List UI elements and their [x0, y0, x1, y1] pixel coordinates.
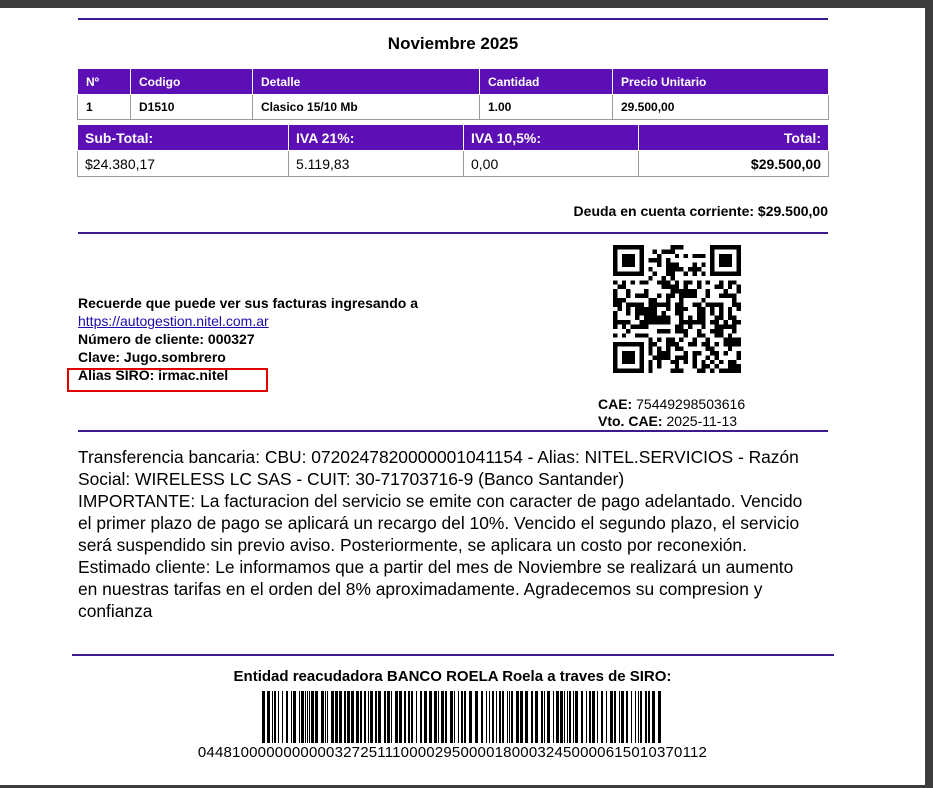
- col-quantity-header: Cantidad: [480, 69, 613, 95]
- cae-label: CAE:: [598, 396, 633, 412]
- subtotal-header: Sub-Total:: [78, 125, 289, 151]
- iva105-value: 0,00: [464, 151, 639, 177]
- cell-price: 29.500,00: [613, 95, 829, 120]
- totals-values-row: [78, 151, 829, 177]
- total-header: Total:: [639, 125, 829, 151]
- cae-value: 75449298503616: [636, 396, 746, 412]
- bank-transfer-note: Transferencia bancaria: CBU: 0720247820000001041154 - Alias: NITEL.SERVICIOS - Razón Social: WIRELESS LC SAS - CUIT: 30-71703716-9 (Banco Santander): [78, 447, 799, 489]
- cell-quantity: 1.00: [480, 95, 613, 120]
- cell-code: D1510: [131, 95, 253, 120]
- notes-text: [78, 446, 813, 622]
- divider-notes: [78, 430, 828, 432]
- total-value: $29.500,00: [639, 151, 829, 177]
- cae-block: [598, 396, 745, 430]
- price-increase-note: Estimado cliente: Le informamos que a partir del mes de Noviembre se realizará un aumento en nuestras tarifas en el orden del 8% aproximadamente. Agradecemos su compresion y confianza: [78, 557, 794, 621]
- col-detail-header: Detalle: [253, 69, 480, 95]
- items-header-row: [78, 69, 829, 95]
- col-price-header: Precio Unitario: [613, 69, 829, 95]
- divider-bottom: [72, 654, 834, 656]
- divider-middle: [78, 232, 828, 234]
- alias-siro: Alias SIRO: irmac.nitel: [78, 367, 229, 383]
- col-number-header: Nº: [78, 69, 131, 95]
- totals-table: [77, 124, 829, 177]
- viewer-scrollbar[interactable]: [925, 8, 933, 788]
- subtotal-value: $24.380,17: [78, 151, 289, 177]
- iva105-header: IVA 10,5%:: [464, 125, 639, 151]
- cell-number: 1: [78, 95, 131, 120]
- iva21-header: IVA 21%:: [289, 125, 464, 151]
- barcode-icon: [262, 691, 665, 743]
- barcode-number: 0448100000000000327251110000295000018000324500006150103701​12: [197, 744, 708, 761]
- vto-cae-label: Vto. CAE:: [598, 413, 663, 429]
- period-title: Noviembre 2025: [387, 34, 519, 53]
- important-note: IMPORTANTE: La facturacion del servicio se emite con caracter de pago adelantado. Vencido el primer plazo de pago se aplicará un recargo del 10%. Vencido el segundo plazo, el servicio será suspendido sin previo aviso. Posteriormente, se aplicara un costo por reconexión.: [78, 491, 803, 555]
- client-password: Clave: Jugo.sombrero: [78, 349, 226, 365]
- col-code-header: Codigo: [131, 69, 253, 95]
- iva21-value: 5.119,83: [289, 151, 464, 177]
- client-number: Número de cliente: 000327: [78, 331, 255, 347]
- viewer-top-bar: [0, 0, 933, 8]
- reminder-text: Recuerde que puede ver sus facturas ingresando a: [78, 295, 419, 311]
- table-row: [78, 95, 829, 120]
- payment-entity: Entidad reacudadora BANCO ROELA Roela a traves de SIRO:: [233, 668, 672, 685]
- vto-cae-value: 2025-11-13: [666, 413, 738, 429]
- highlight-box: [67, 368, 268, 392]
- cell-detail: Clasico 15/10 Mb: [253, 95, 480, 120]
- items-table: [77, 68, 829, 120]
- totals-header-row: [78, 125, 829, 151]
- qr-code-icon: [613, 245, 741, 373]
- divider-top: [78, 18, 828, 20]
- autogestion-link[interactable]: https://autogestion.nitel.com.ar: [78, 313, 269, 329]
- debt-line: Deuda en cuenta corriente: $29.500,00: [573, 203, 828, 219]
